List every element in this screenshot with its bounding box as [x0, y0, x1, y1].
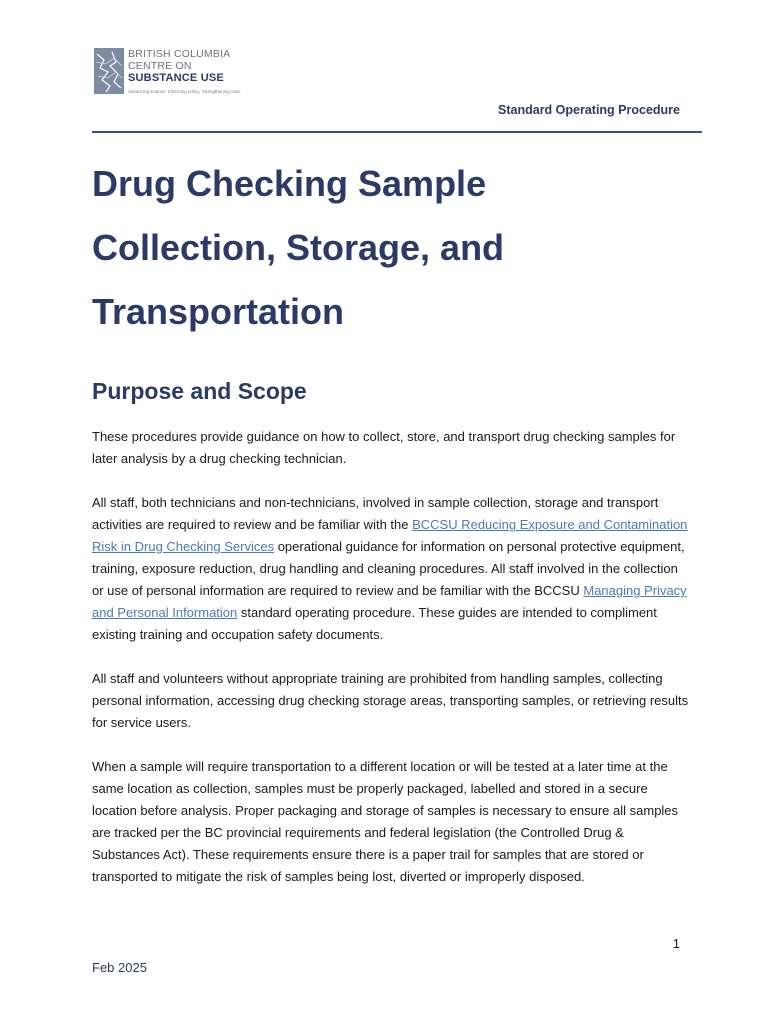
- paragraph-3: All staff and volunteers without appropriate training are prohibited from handling samples, collecting personal information, accessing drug checking storage areas, transporting samples, or retrieving results for service users.: [92, 671, 689, 730]
- header-divider: [92, 131, 702, 133]
- title-line-3: Transportation: [92, 291, 345, 332]
- logo-map-icon: [94, 48, 124, 94]
- reducing-exposure-link[interactable]: BCCSU Reducing Exposure and Contamination Risk in Drug Checking Services: [92, 517, 688, 554]
- footer-date: Feb 2025: [92, 960, 147, 975]
- section-heading: Purpose and Scope: [92, 378, 307, 404]
- paragraph-1: These procedures provide guidance on how to collect, store, and transport drug checking samples for later analysis by a drug checking technician.: [92, 429, 676, 466]
- managing-privacy-link[interactable]: Managing Privacy and Personal Information: [92, 583, 687, 620]
- paragraph-2-text-b: operational guidance for information on personal protective equipment, training, exposure reduction, drug handling and cleaning procedures. All staff involved in the collection or use of personal information are required to review and be familiar with the BCCSU: [92, 539, 685, 598]
- paragraph-2-text-c: standard operating procedure. These guides are intended to compliment existing training and occupation safety documents.: [92, 605, 657, 642]
- logo-line-1: BRITISH COLUMBIA: [128, 48, 231, 60]
- paragraph-2: [92, 492, 692, 646]
- document-type-label: Standard Operating Procedure: [498, 103, 680, 117]
- section-body: [92, 426, 692, 910]
- page-number: 1: [672, 936, 680, 951]
- logo-tagline: Advancing science. Informing policy. Strengthening care.: [128, 89, 241, 94]
- logo-line-3: SUBSTANCE USE: [128, 72, 224, 84]
- bccsu-logo: [94, 48, 241, 98]
- paragraph-2-text-a: All staff, both technicians and non-technicians, involved in sample collection, storage and transport activities are required to review and be familiar with the: [92, 495, 659, 532]
- logo-line-2: CENTRE ON: [128, 60, 192, 72]
- paragraph-4: When a sample will require transportation to a different location or will be tested at a later time at the same location as collection, samples must be properly packaged, labelled and stored in a secure location before analysis. Proper packaging and storage of samples is necessary to ensure all samples are tracked per the BC provincial requirements and federal legislation (the Controlled Drug & Substances Act). These requirements ensure there is a paper trail for samples that are stored or transported to mitigate the risk of samples being lost, diverted or improperly disposed.: [92, 759, 679, 884]
- title-line-2: Collection, Storage, and: [92, 227, 505, 268]
- document-title: [92, 152, 692, 344]
- title-line-1: Drug Checking Sample: [92, 163, 487, 204]
